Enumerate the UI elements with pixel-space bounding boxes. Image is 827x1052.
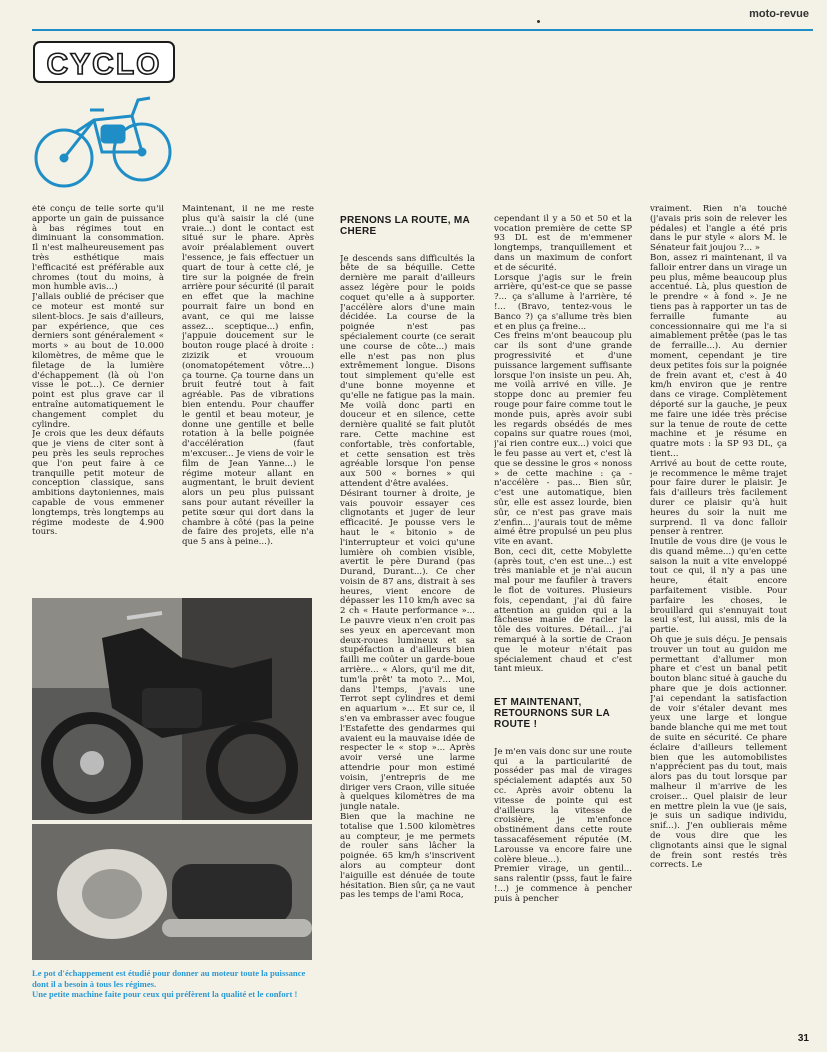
photo-caption: Le pot d'échappement est étudié pour donner au moteur toute la puissance dont il a besoin à tous les régimes. Une petite machine faite pour ceux qui préfèrent la qualité et le confort ! (32, 968, 306, 999)
header-rule (32, 29, 813, 31)
column-3-text: Je descends sans difficultés la bête de sa béquille. Cette dernière me parait d'ailleurs assez légère pour le poids coquet qu'elle a à supporter. J'accélère alors d'une main décidée. La course de la poignée n'est pas spécialement courte (ce serait une course de côte...) mais elle n'est pas non plus extrêmement longue. Disons tout simplement qu'elle est d'une bonne moyenne et qu'elle ne fatigue pas la main. Me voilà donc parti en douceur et en silence, cette dernière qualité se fait plutôt rare. Cette machine est confortable, très confortable, et cette sensation est très agréable lorsque l'on pense aux 500 « bornes » qui attendent d'être avalées. Désirant tourner à droite, je vais pouvoir essayer ces clignotants et juger de leur efficacité. Je pousse vers le haut le « bitonio » de l'interrupteur et voici qu'une lumière oh combien visible, avertit le père Durand (pas Durand, Durant...). Ce cher voisin de 87 ans, distrait à ses heures, vient encore de dépasser les 110 km/h avec sa 2 ch « Haute performance »... Le pauvre vieux n'en croit pas ses yeux en apercevant mon deux-roues lumineux et sa stupéfaction a d'ailleurs bien failli me coûter un garde-boue arrière... « Alors, qu'il me dit, tum'la prêt' ta moto ?... Moi, dans l'temps, j'avais une Terrot sept cylindres et demi en aquarium »... Et sur ce, il s'en va embrasser avec fougue l'Estafette des gendarmes qui avaient eu la mauvaise idée de respecter le « stop »... Après avoir versé une larme attendrie pour mon estimé voisin, j'entrepris de me diriger vers Craon, ville située à quelques kilomètres de ma jungle natale. Bien que la machine ne totalise que 1.500 kilomètres au compteur, je me permets de rouler sans lâcher la poignée. 65 km/h s'inscrivent alors au compteur dont l'aiguille est dénuée de toute hésitation. Bien sûr, ça ne vaut pas les temps de l'ami Roca, (340, 253, 475, 901)
section-heading-road: PRENONS LA ROUTE, MA CHERE (340, 214, 470, 237)
article-column-4 (494, 205, 632, 1045)
column-4-text: cependant il y a 50 et 50 et la vocation première de cette SP 93 DL est de m'emmener longtemps, tranquillement et dans un maximum de confort et de sécurité. Lorsque j'agis sur le frein arrière, qu'est-ce que se passe ?... ça s'allume à l'arrière, té !... (Bravo, tentez-vous le Banco ?) ça s'allume très bien et en plus ça freine... Ces freins m'ont beaucoup plu car ils sont d'une grande progressivité et d'une puissance largement suffisante lorsque l'on insiste un peu. Ah, me voilà arrivé en ville. Je stoppe donc au premier feu rouge pour faire comme tout le monde puis, après avoir subi les regards obsédés de mes copains sur quatre roues (moi, j'ai rien contre eux...) voici que le feu passe au vert et, c'est là que se dessine le gros « nonoss » de cette machine : ça - n'accélère - pas... Bien sûr, c'est une automatique, bien sûr, elle est assez lourde, bien sûr, ce n'est pas grave mais z'enfin... j'aurais tout de même aimé être propulsé un peu plus vite en avant. Bon, ceci dit, cette Mobylette (après tout, c'en est une...) est très maniable et je n'ai aucun mal pour me faufiler à travers le flot de voitures. Plusieurs fois, cependant, j'ai dû faire attention au guidon qui a la fâcheuse manie de racler la tôle des voitures. Détail... j'ai remarqué à la sortie de Craon que le moteur n'était pas spécialement chaud et c'est tant mieux. (494, 213, 632, 675)
page-mark (537, 20, 540, 23)
logo-text: CYCLO (46, 48, 162, 81)
bicycle-icon (36, 98, 170, 186)
article-column-5: vraiment. Rien n'a touché (j'avais pris soin de relever les pédales) et l'angle a été pris dans le pur style « alors M. le Sénateur fait joujou ?... » Bon, assez ri maintenant, il va falloir entrer dans un virage un peu plus, même beaucoup plus accentué. Là, plus question de le prendre « à fond ». Je ne tiens pas à rapporter un tas de ferraille fumante au concessionnaire qui me l'a si aimablement prêtée (pas le tas de ferraille...). Au dernier moment, cependant je tire deux petites fois sur la poignée de frein avant et, c'est à 40 km/h environ que je rentre dans ce virage. Complètement déporté sur la gauche, je peux me faire une idée très précise sur la tenue de route de cette machine et je résume en quatre mots : la SP 93 DL, ça tient... Arrivé au bout de cette route, je recommence le même trajet pour faire durer le plaisir. Je fais d'ailleurs très facilement durer ce plaisir qu'à huit heures du soir la nuit me surprend. Il va donc falloir penser à rentrer. Inutile de vous dire (je vous le dis quand même...) qu'en cette saison la nuit a vite enveloppé tout ce qui, il n'y a pas une heure, était encore parfaitement visible. Pour parfaire les choses, le brouillard qui s'ennuyait tout seul s'est, lui aussi, mis de la partie. Oh que je suis déçu. Je pensais trouver un tout au guidon me permettant d'allumer mon phare et c'est un banal petit bouton blanc situé à gauche du phare que je dois actionner. J'ai cependant la satisfaction de voir s'étaler devant mes yeux une large et longue bande blanche qui me met tout de suite en sécurité. Ce phare éclaire d'ailleurs tellement bien que les automobilistes n'apprécient pas du tout, mais alors pas du tout lorsque par malheur il m'arrive de les croiser... Quel plaisir de leur en mettre plein la vue (je sais, je suis un sadique individu, snif...). J'en oublierais même de vous dire que les clignotants ainsi que le signal de frein sont restés très corrects. Le (650, 205, 787, 871)
magazine-name: moto-revue (749, 8, 809, 20)
moped-photo (32, 598, 312, 820)
article-column-3 (340, 205, 475, 1045)
exhaust-photo (32, 824, 312, 960)
section-heading-return: ET MAINTENANT, RETOURNONS SUR LA ROUTE ! (494, 697, 610, 731)
article-column-2: Maintenant, il ne me reste plus qu'à saisir la clé (une vraie...) dont le contact est situé sur le phare. Après avoir préalablement ouvert l'essence, je fais effectuer un quart de tour à cette clé, je tire sur la poignée de frein arrière pour sécurité (il parait en effet que la machine pourrait faire un bond en avant, ce qui me laisse assez... sceptique...) enfin, j'appuie doucement sur le bouton rouge placé à droite : zizizik et vrououm (onomatopétement vôtre...) ça tourne. Ça tourne dans un bruit feutré tout à fait agréable. Pas de vibrations bien entendu. Pour chauffer le gentil et beau moteur, je donne une gentille et belle rotation à la belle poignée d'accélération (faut m'excuser... Je viens de voir le film de Jean Yanne...) le régime moteur allant en augmentant, le bruit devient alors un peu plus puissant sans pour autant réveiller la petite sœur qui dort dans la chambre à côté (pas la peine de faire des projets, elle n'a que 5 ans à peine...). (182, 205, 314, 548)
column-4b-text: Je m'en vais donc sur une route qui a la particularité de posséder pas mal de virages spécialement adaptés aux 50 cc. Après avoir obtenu la vitesse de pointe qui est d'ailleurs la vitesse de croisière, je m'enfonce obstinément dans cette route tassacafésement réputée (M. Larousse va encore faire une colère bleue...). Premier virage, un gentil... sans ralentir (psss, faut le faire !...) je commence à pencher puis à pencher (494, 746, 632, 904)
page-number: 31 (797, 1033, 809, 1044)
cyclo-logo (32, 40, 178, 198)
article-column-1: été conçu de telle sorte qu'il apporte un gain de puissance à bas régimes tout en diminuant la consommation. Il n'est malheureusement pas très esthétique mais l'efficacité est préférable aux chromes (tout du moins, à mon humble avis...) J'allais oublié de préciser que ce moteur est monté sur silent-blocs. Je sais d'ailleurs, par expérience, que ces derniers sont généralement « morts » au bout de 10.000 kilomètres, de même que le filetage de la lumière d'échappement (là où l'on visse le pot...). Ce dernier point est plus grave car il entraîne automatiquement le changement complet du cylindre. Je crois que les deux défauts que je viens de citer sont à peu près les seuls reproches que l'on peut faire à ce tranquille petit moteur de conception classique, sans ambitions daytoniennes, mais capable de vous emmener longtemps, très longtemps au régime modeste de 4.900 tours. (32, 205, 164, 538)
